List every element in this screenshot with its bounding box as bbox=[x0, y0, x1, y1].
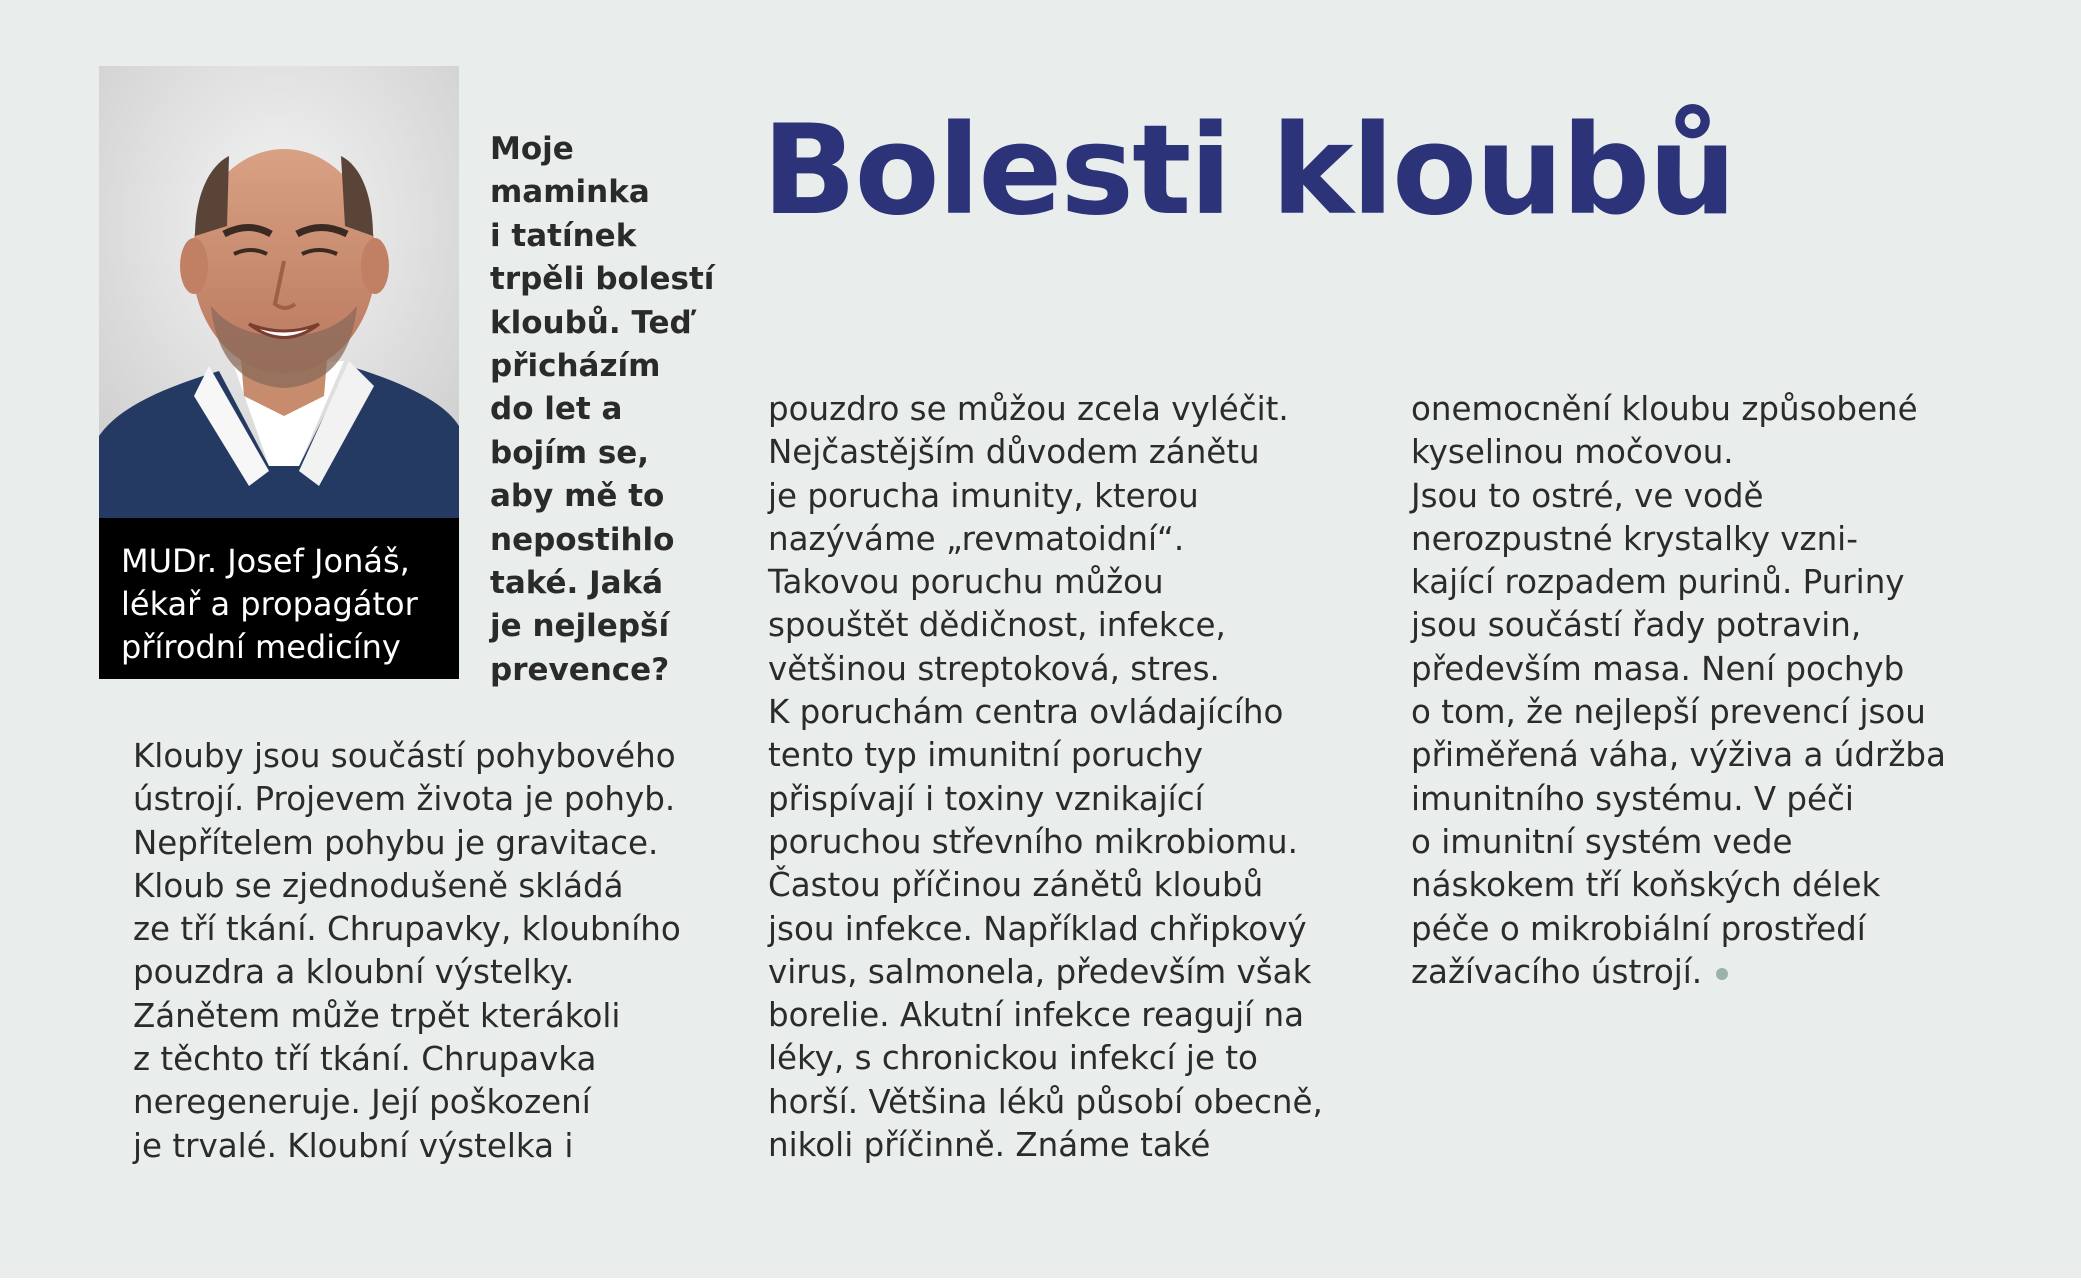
question-line: bojím se, bbox=[490, 434, 650, 471]
question-line: i tatínek bbox=[490, 217, 637, 254]
body-line: Nejčastějším důvodem zánětu bbox=[768, 433, 1260, 472]
body-line: nikoli příčinně. Známe také bbox=[768, 1126, 1211, 1165]
body-column-2 bbox=[768, 388, 1323, 1167]
body-line: borelie. Akutní infekce reagují na bbox=[768, 996, 1304, 1035]
body-line: jsou infekce. Například chřipkový bbox=[768, 909, 1307, 948]
question-line: maminka bbox=[490, 174, 650, 211]
body-line: nazýváme „revmatoidní“. bbox=[768, 519, 1185, 558]
body-line: neregeneruje. Její poškození bbox=[133, 1083, 591, 1122]
body-line: Zánětem může trpět kterákoli bbox=[133, 996, 621, 1035]
question-line: také. Jaká bbox=[490, 565, 664, 602]
body-line: virus, salmonela, především však bbox=[768, 952, 1312, 991]
body-line: tento typ imunitní poruchy bbox=[768, 736, 1204, 775]
body-line: péče o mikrobiální prostředí bbox=[1411, 909, 1866, 948]
question-line: Moje bbox=[490, 131, 574, 167]
body-line: přispívají i toxiny vznikající bbox=[768, 779, 1204, 818]
body-line: poruchou střevního mikrobiomu. bbox=[768, 822, 1298, 861]
body-line: zažívacího ústrojí. bbox=[1411, 952, 1703, 991]
author-photo bbox=[99, 66, 459, 518]
body-line: ze tří tkání. Chrupavky, kloubního bbox=[133, 910, 681, 949]
body-line: léky, s chronickou infekcí je to bbox=[768, 1039, 1258, 1078]
body-line: je porucha imunity, kterou bbox=[768, 476, 1199, 515]
body-line: Jsou to ostré, ve vodě bbox=[1411, 476, 1764, 515]
question-line: aby mě to bbox=[490, 478, 665, 515]
end-dot-icon bbox=[1716, 968, 1728, 980]
body-line: náskokem tří koňských délek bbox=[1411, 866, 1881, 905]
question-line: kloubů. Teď bbox=[490, 304, 692, 341]
question-line: prevence? bbox=[490, 651, 670, 688]
body-line: Klouby jsou součástí pohybového bbox=[133, 737, 676, 775]
body-line: Častou příčinou zánětů kloubů bbox=[768, 866, 1264, 905]
article-title: Bolesti kloubů bbox=[762, 99, 1735, 243]
body-line: je trvalé. Kloubní výstelka i bbox=[133, 1126, 574, 1165]
body-line: K poruchám centra ovládajícího bbox=[768, 693, 1284, 732]
body-line: pouzdra a kloubní výstelky. bbox=[133, 953, 575, 992]
body-line: horší. Většina léků působí obecně, bbox=[768, 1082, 1323, 1121]
question-line: nepostihlo bbox=[490, 521, 675, 558]
body-line: ústrojí. Projevem života je pohyb. bbox=[133, 780, 676, 819]
body-line: kající rozpadem purinů. Puriny bbox=[1411, 563, 1905, 602]
body-line: přiměřená váha, výživa a údržba bbox=[1411, 736, 1946, 775]
body-line: Kloub se zjednodušeně skládá bbox=[133, 866, 624, 905]
body-line: především masa. Není pochyb bbox=[1411, 649, 1905, 688]
body-line: imunitního systému. V péči bbox=[1411, 779, 1854, 818]
question-line: je nejlepší bbox=[490, 608, 670, 645]
body-line: o tom, že nejlepší prevencí jsou bbox=[1411, 693, 1926, 732]
question-line: do let a bbox=[490, 391, 623, 428]
body-line: jsou součástí řady potravin, bbox=[1411, 606, 1862, 645]
body-line: většinou streptoková, stres. bbox=[768, 649, 1220, 688]
body-line: pouzdro se můžou zcela vyléčit. bbox=[768, 390, 1289, 428]
body-line: o imunitní systém vede bbox=[1411, 822, 1793, 861]
body-line: nerozpustné krystalky vzni- bbox=[1411, 519, 1858, 558]
body-line: kyselinou močovou. bbox=[1411, 433, 1734, 472]
caption-line: lékař a propagátor bbox=[121, 585, 418, 623]
body-column-1 bbox=[133, 735, 681, 1168]
body-line: onemocnění kloubu způsobené bbox=[1411, 390, 1918, 428]
question-line: trpěli bolestí bbox=[490, 261, 715, 298]
body-line: z těchto tří tkání. Chrupavka bbox=[133, 1040, 597, 1079]
author-card bbox=[99, 66, 459, 679]
caption-line: přírodní medicíny bbox=[121, 628, 401, 666]
body-column-3 bbox=[1411, 388, 1946, 994]
body-line: Takovou poruchu můžou bbox=[768, 563, 1164, 602]
reader-question bbox=[490, 128, 715, 692]
body-line: Nepřítelem pohybu je gravitace. bbox=[133, 823, 659, 862]
question-line: přicházím bbox=[490, 348, 661, 385]
body-line: spouštět dědičnost, infekce, bbox=[768, 606, 1226, 645]
author-caption bbox=[99, 518, 459, 679]
caption-line: MUDr. Josef Jonáš, bbox=[121, 542, 410, 580]
body-last-line bbox=[1411, 951, 1946, 994]
